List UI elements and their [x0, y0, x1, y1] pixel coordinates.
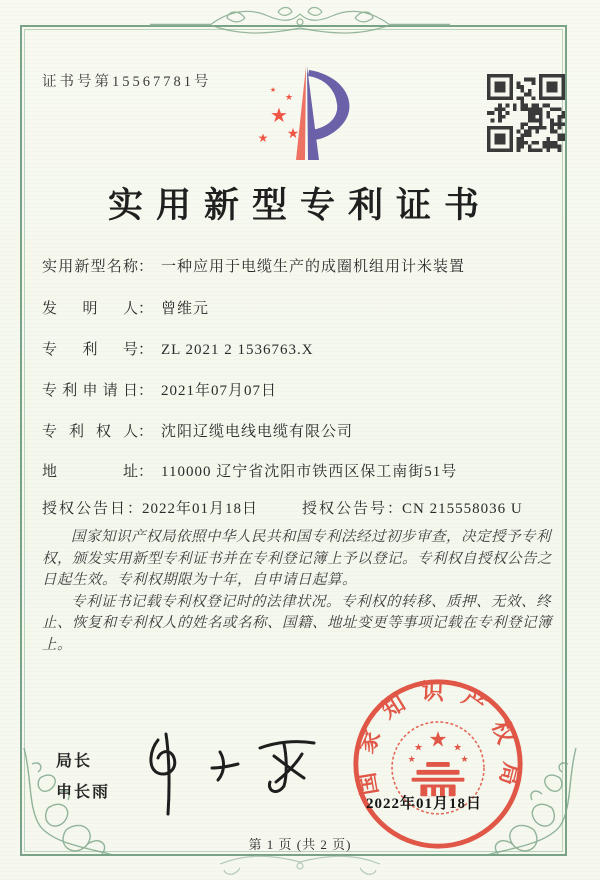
grant-no-pair: [302, 497, 523, 518]
director-name: 申长雨: [56, 784, 111, 801]
director-title: 局长: [56, 753, 93, 770]
field-colon: ：: [138, 259, 154, 275]
top-flourish-ornament: [150, 0, 450, 40]
field-label: 专利权人: [42, 424, 138, 440]
grant-date-pair: [42, 497, 258, 518]
field-row-patentee: [42, 420, 353, 441]
seal-date: 2022年01月18日: [366, 796, 483, 812]
field-colon: ：: [138, 464, 154, 480]
svg-text:★: ★: [407, 754, 416, 765]
legal-paragraph-2: 专利证书记载专利权登记时的法律状况。专利权的转移、质押、无效、终止、恢复和专利权人的姓名或名称、国籍、地址变更等事项记载在专利登记簿上。: [42, 593, 552, 653]
certificate-number: 证书号第15567781号: [42, 74, 212, 90]
seal-ring-text: 国家知识产权局: [351, 678, 525, 803]
field-row-patent-name: [42, 255, 465, 276]
field-colon: ：: [138, 383, 154, 399]
svg-text:★: ★: [269, 86, 277, 94]
svg-text:★: ★: [284, 92, 294, 102]
official-seal: [350, 676, 526, 852]
field-row-address: [42, 460, 457, 481]
field-colon: ：: [138, 301, 154, 317]
field-row-filing-date: [42, 379, 277, 400]
svg-text:★: ★: [453, 742, 462, 754]
field-value: 2021年07月07日: [161, 383, 278, 399]
cnipa-logo-icon: [243, 60, 373, 168]
svg-text:★: ★: [428, 727, 448, 752]
field-row-inventor: [42, 297, 209, 318]
field-label: 发明人: [42, 301, 138, 317]
svg-text:★: ★: [460, 754, 469, 765]
legal-paragraph-1: 国家知识产权局依照中华人民共和国专利法经过初步审查，决定授予专利权，颁发实用新型专利证书并在专利登记簿上予以登记。专利权自授权公告之日起生效。专利权期限为十年，自申请日起算。: [42, 529, 552, 588]
certificate-title: 实用新型专利证书: [107, 186, 492, 225]
field-label: 专利号: [42, 342, 138, 358]
legal-text-block: [42, 527, 562, 656]
field-colon: ：: [138, 342, 154, 358]
grant-no-label: 授权公告号: [302, 501, 388, 517]
field-label: 地址: [42, 464, 138, 480]
field-colon: ：: [127, 501, 143, 517]
svg-text:★: ★: [270, 105, 288, 127]
field-value: 沈阳辽缆电线电缆有限公司: [161, 424, 354, 440]
grant-date-value: 2022年01月18日: [142, 501, 259, 517]
grant-no-value: CN 215558036 U: [402, 501, 523, 517]
page-number: 第 1 页 (共 2 页): [248, 837, 352, 852]
field-value: 曾维元: [161, 301, 210, 317]
field-value: 110000 辽宁省沈阳市铁西区保工南街51号: [161, 464, 458, 480]
qr-code: [487, 74, 565, 152]
field-value: ZL 2021 2 1536763.X: [161, 342, 314, 358]
svg-text:★: ★: [286, 127, 300, 142]
field-label: 实用新型名称: [42, 259, 138, 275]
bottom-flourish-ornament: [200, 852, 400, 880]
svg-text:★: ★: [414, 742, 423, 754]
field-value: 一种应用于电缆生产的成圈机组用计米装置: [161, 259, 466, 275]
field-colon: ：: [138, 424, 154, 440]
field-label: 专利申请日: [42, 383, 138, 399]
grant-date-label: 授权公告日: [42, 501, 128, 517]
field-row-patent-no: [42, 338, 314, 359]
svg-text:★: ★: [257, 131, 269, 145]
field-colon: ：: [387, 501, 403, 517]
national-emblem: [408, 727, 469, 796]
director-signature: [128, 726, 338, 821]
